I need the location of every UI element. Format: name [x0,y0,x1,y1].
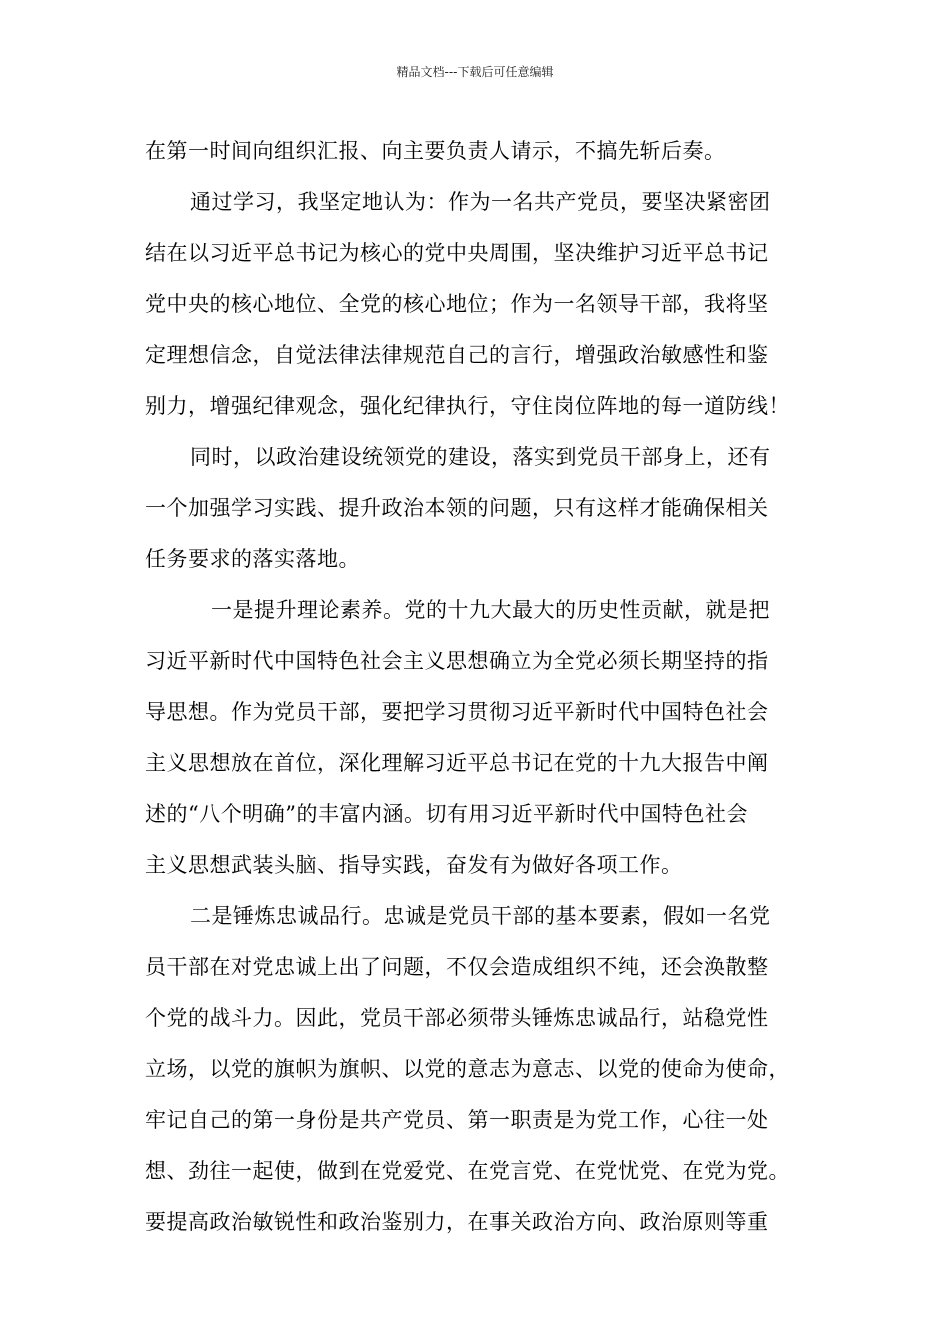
text-line: 党中央的核心地位、全党的核心地位；作为一名领导干部，我将坚 [145,292,769,316]
text-line: 二是锤炼忠诚品行。忠诚是党员干部的基本要素，假如一名党 [190,904,771,928]
text-line: 一是提升理论素养。党的十九大最大的历史性贡献，就是把 [211,598,770,622]
text-line: 牢记自己的第一身份是共产党员、第一职责是为党工作，心往一处 [145,1108,769,1132]
text-line: 习近平新时代中国特色社会主义思想确立为全党必须长期坚持的指 [145,649,769,673]
text-line: 个党的战斗力。因此，党员干部必须带头锤炼忠诚品行，站稳党性 [145,1006,769,1030]
text-line: 导思想。作为党员干部，要把学习贯彻习近平新时代中国特色社会 [145,700,769,724]
text-line: 同时，以政治建设统领党的建设，落实到党员干部身上，还有 [190,445,771,469]
text-line: 述的“八个明确”的丰富内涵。切有用习近平新时代中国特色社会 [145,802,748,826]
text-line: 结在以习近平总书记为核心的党中央周围，坚决维护习近平总书记 [145,241,769,265]
text-line: 主义思想放在首位，深化理解习近平总书记在党的十九大报告中阐 [145,751,769,775]
text-line: 一个加强学习实践、提升政治本领的问题，只有这样才能确保相关 [145,496,769,520]
text-line: 想、劲往一起使，做到在党爱党、在党言党、在党忧党、在党为党。 [145,1159,790,1183]
text-line: 别力，增强纪律观念，强化纪律执行，守住岗位阵地的每一道防线！ [145,394,790,418]
text-line: 要提高政治敏锐性和政治鉴别力，在事关政治方向、政治原则等重 [145,1210,769,1234]
text-line: 任务要求的落实落地。 [145,547,360,571]
text-line: 立场，以党的旗帜为旗帜、以党的意志为意志、以党的使命为使命， [145,1057,790,1081]
text-line: 员干部在对党忠诚上出了问题，不仅会造成组织不纯，还会涣散整 [145,955,769,979]
text-line: 通过学习，我坚定地认为：作为一名共产党员，要坚决紧密团 [190,190,771,214]
text-line: 定理想信念，自觉法律法律规范自己的言行，增强政治敏感性和鉴 [145,343,769,367]
text-line: 主义思想武装头脑、指导实践，奋发有为做好各项工作。 [145,853,683,877]
document-body [145,126,807,1248]
page-header: 精品文档---下载后可任意编辑 [396,65,554,79]
text-line: 在第一时间向组织汇报、向主要负责人请示，不搞先斩后奏。 [145,139,726,163]
